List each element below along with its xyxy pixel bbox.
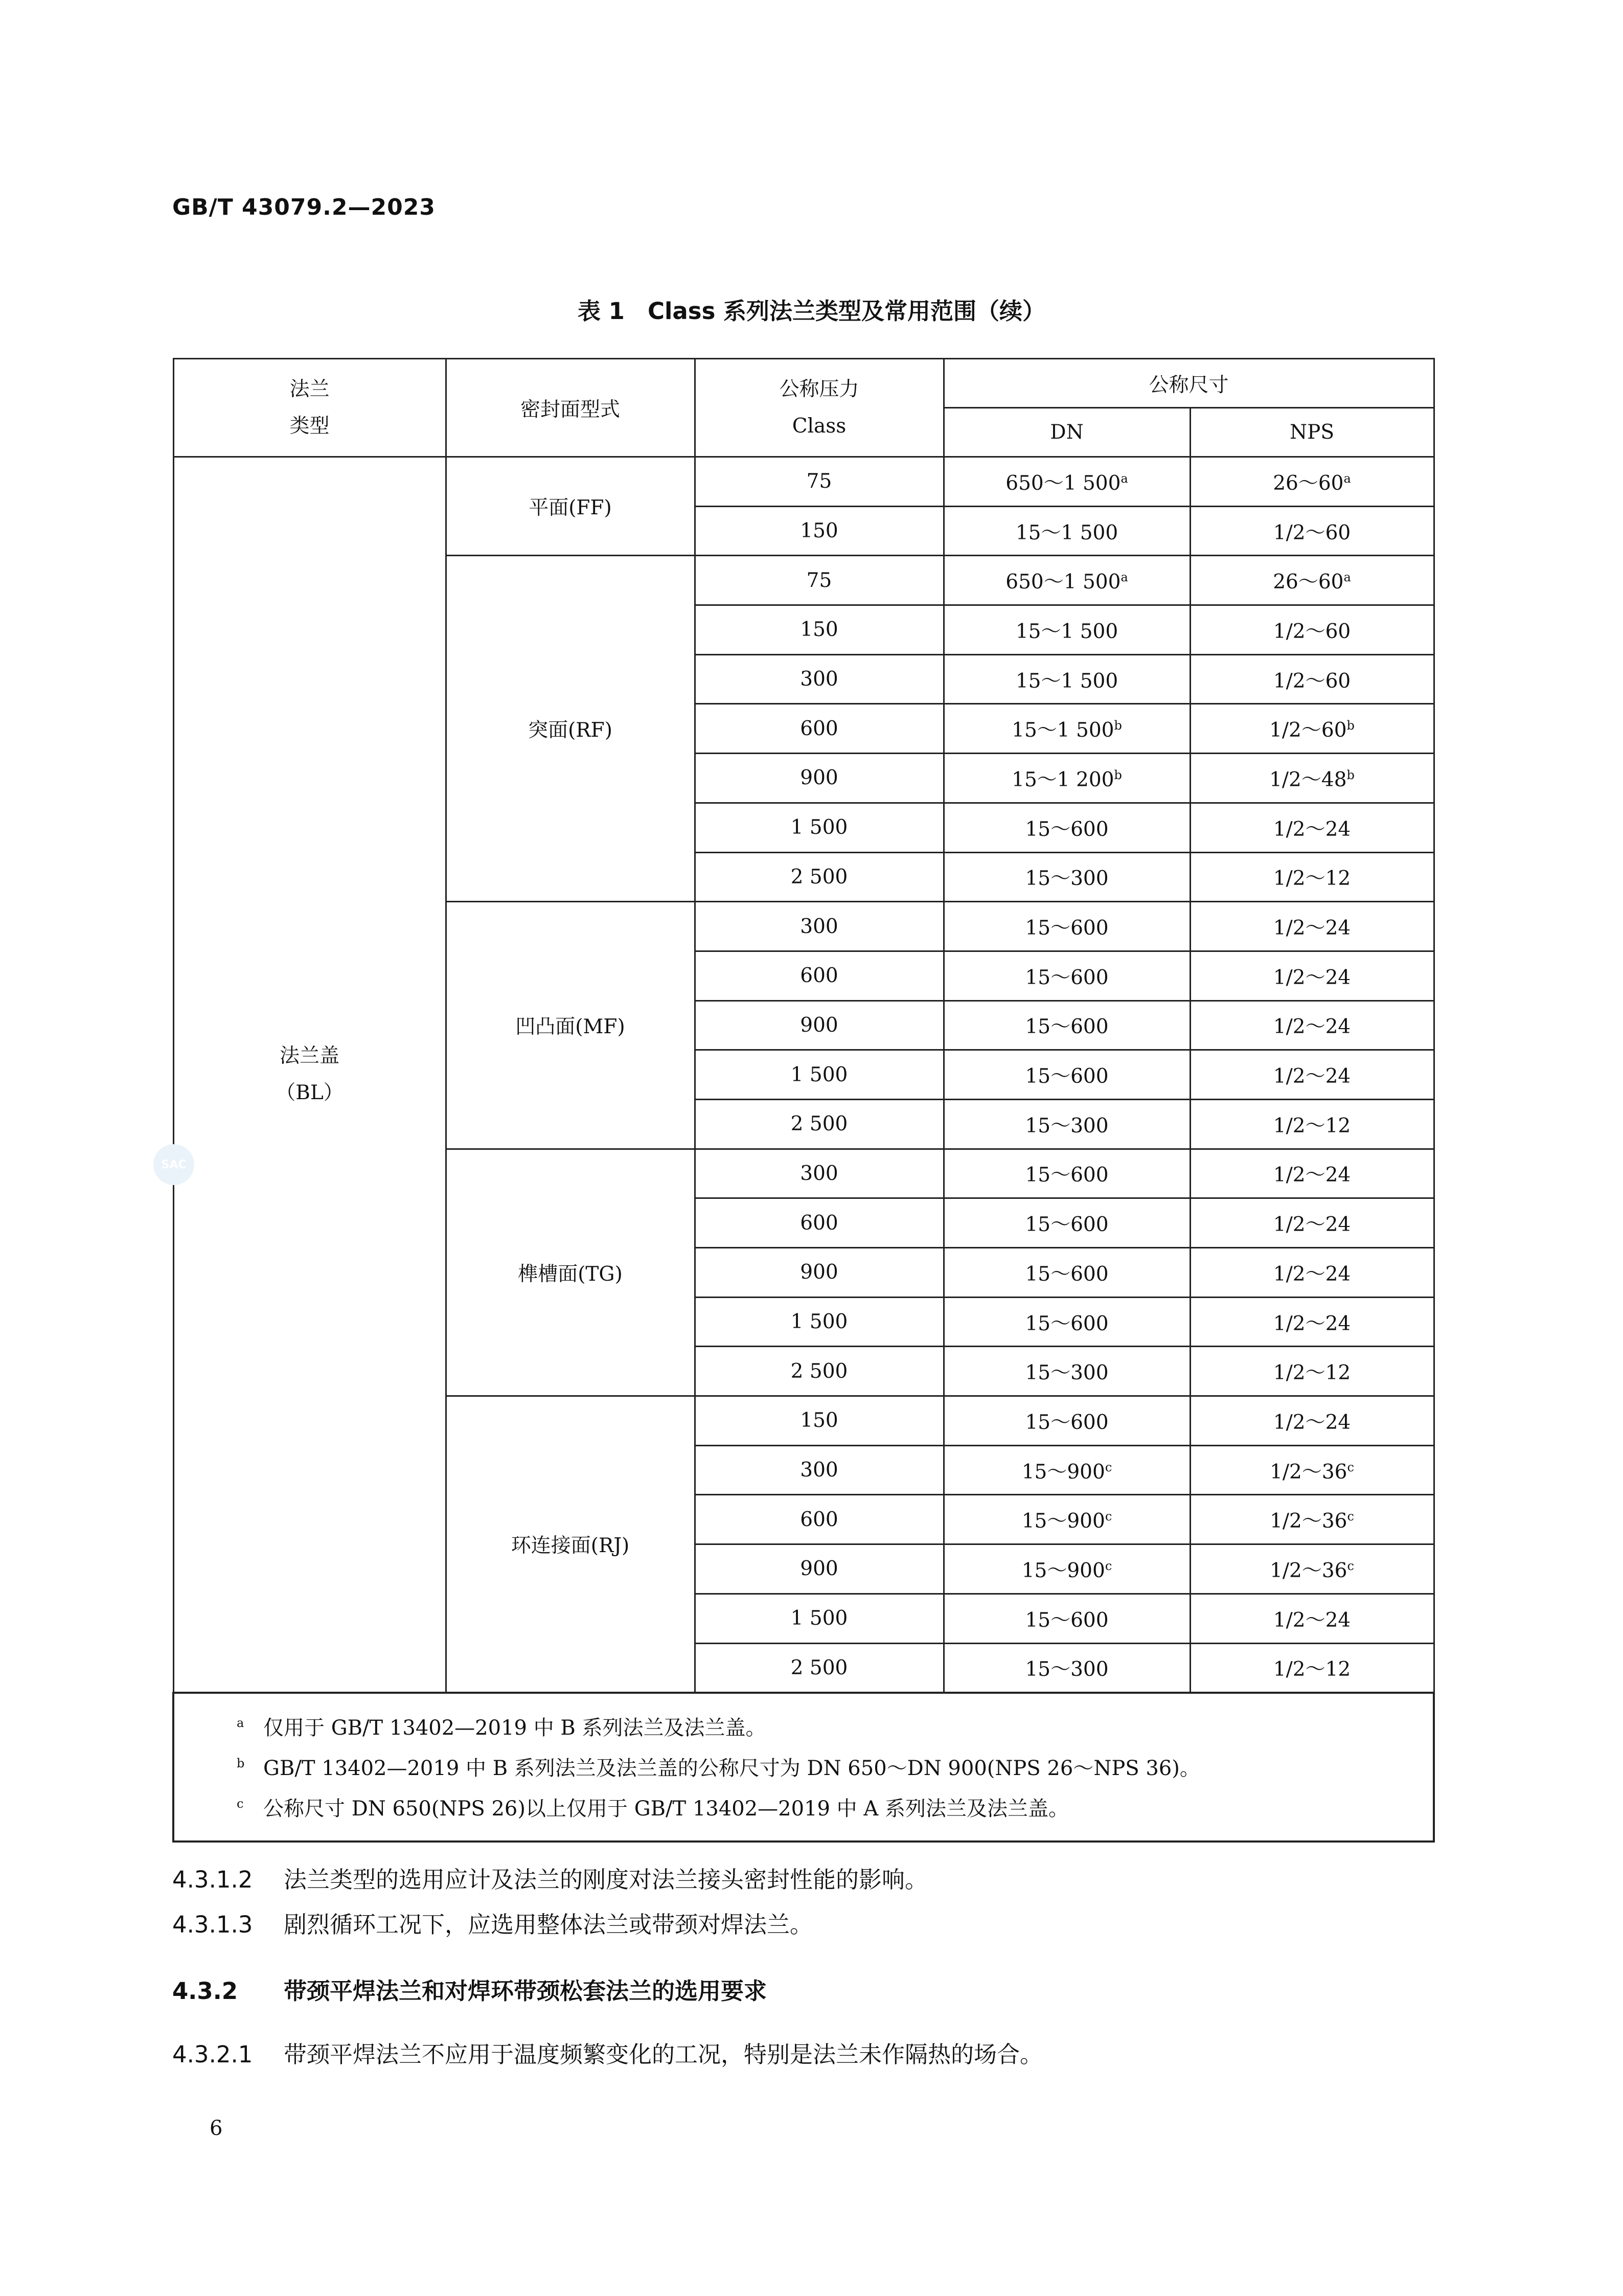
- cell-dn: 15～300: [944, 1099, 1190, 1149]
- cell-nps: 1/2～24: [1190, 902, 1434, 951]
- cell-dn: 15～600: [944, 951, 1190, 1001]
- header-nominal-pressure: 公称压力 Class: [695, 359, 944, 457]
- cell-nps: 26～60$^a$: [1190, 556, 1434, 605]
- clause-4-3-1-3: 4.3.1.3 剧烈循环工况下，应选用整体法兰或带颈对焊法兰。: [172, 1911, 813, 1938]
- cell-nps: 1/2～12: [1190, 1347, 1434, 1396]
- cell-nps: 26～60$^a$: [1190, 457, 1434, 507]
- cell-class: 1 500: [695, 1594, 944, 1643]
- cell-sealing-face: 平面(FF): [446, 457, 695, 556]
- cell-class: 300: [695, 902, 944, 951]
- cell-class: 1 500: [695, 1050, 944, 1100]
- cell-dn: 15～1 500$^b$: [944, 704, 1190, 754]
- cell-nps: 1/2～24: [1190, 1248, 1434, 1298]
- clause-4-3-2-heading: 4.3.2 带颈平焊法兰和对焊环带颈松套法兰的选用要求: [172, 1977, 767, 2005]
- footnote-marker: c: [1105, 1558, 1112, 1573]
- cell-dn: 15～600: [944, 1050, 1190, 1100]
- cell-dn: 15～900$^c$: [944, 1495, 1190, 1544]
- cell-nps: 1/2～48$^b$: [1190, 754, 1434, 803]
- header-flange-type: 法兰 类型: [173, 359, 446, 457]
- footnote-marker: a: [1343, 570, 1351, 585]
- cell-dn: 15～600: [944, 1198, 1190, 1248]
- sac-watermark-logo: SAC: [153, 1144, 194, 1185]
- cell-nps: 1/2～12: [1190, 1643, 1434, 1693]
- table-notes: [173, 1693, 1434, 1842]
- cell-nps: 1/2～36$^c$: [1190, 1445, 1434, 1495]
- cell-nps: 1/2～12: [1190, 852, 1434, 902]
- cell-nps: 1/2～24: [1190, 803, 1434, 852]
- cell-class: 900: [695, 1001, 944, 1050]
- footnote-marker: c: [1347, 1509, 1354, 1524]
- cell-dn: 15～300: [944, 1643, 1190, 1693]
- cell-class: 75: [695, 457, 944, 507]
- flange-spec-table: [172, 358, 1435, 1843]
- cell-nps: 1/2～60: [1190, 654, 1434, 704]
- cell-dn: 15～600: [944, 1149, 1190, 1198]
- cell-class: 600: [695, 1198, 944, 1248]
- footnote-marker: b: [1114, 767, 1122, 782]
- cell-nps: 1/2～60: [1190, 605, 1434, 655]
- cell-dn: 15～600: [944, 902, 1190, 951]
- cell-nps: 1/2～24: [1190, 1149, 1434, 1198]
- cell-class: 150: [695, 605, 944, 655]
- cell-dn: 15～1 500: [944, 605, 1190, 655]
- cell-class: 2 500: [695, 1099, 944, 1149]
- cell-dn: 15～900$^c$: [944, 1445, 1190, 1495]
- cell-dn: 15～1 500: [944, 654, 1190, 704]
- cell-flange-type: 法兰盖 （BL）: [173, 457, 446, 1693]
- cell-sealing-face: 环连接面(RJ): [446, 1396, 695, 1693]
- table-note: c 公称尺寸 DN 650(NPS 26)以上仅用于 GB/T 13402—2019 中 A 系列法兰及法兰盖。: [237, 1796, 1069, 1821]
- cell-class: 600: [695, 1495, 944, 1544]
- cell-nps: 1/2～12: [1190, 1099, 1434, 1149]
- cell-sealing-face: 榫槽面(TG): [446, 1149, 695, 1396]
- cell-class: 2 500: [695, 1347, 944, 1396]
- cell-dn: 650～1 500$^a$: [944, 457, 1190, 507]
- cell-nps: 1/2～24: [1190, 1297, 1434, 1347]
- cell-class: 150: [695, 506, 944, 556]
- header-sealing-face: 密封面型式: [446, 359, 695, 457]
- cell-dn: 15～600: [944, 1297, 1190, 1347]
- cell-nps: 1/2～24: [1190, 1396, 1434, 1446]
- footnote-marker: a: [1343, 471, 1351, 486]
- footnote-marker: a: [1121, 471, 1128, 486]
- cell-class: 2 500: [695, 1643, 944, 1693]
- cell-dn: 15～1 200$^b$: [944, 754, 1190, 803]
- footnote-marker: b: [1346, 767, 1355, 782]
- cell-class: 600: [695, 951, 944, 1001]
- header-nps: NPS: [1190, 408, 1434, 457]
- header-dn: DN: [944, 408, 1190, 457]
- cell-dn: 15～600: [944, 1396, 1190, 1446]
- cell-class: 600: [695, 704, 944, 754]
- cell-dn: 15～300: [944, 1347, 1190, 1396]
- table-row: [173, 457, 1434, 507]
- footnote-marker: c: [1105, 1460, 1112, 1474]
- cell-nps: 1/2～24: [1190, 1594, 1434, 1643]
- cell-nps: 1/2～24: [1190, 951, 1434, 1001]
- footnote-marker: b: [1114, 718, 1122, 733]
- footnote-marker: c: [1105, 1509, 1112, 1524]
- cell-nps: 1/2～24: [1190, 1050, 1434, 1100]
- cell-class: 150: [695, 1396, 944, 1446]
- cell-class: 300: [695, 1149, 944, 1198]
- cell-nps: 1/2～36$^c$: [1190, 1544, 1434, 1594]
- cell-dn: 15～300: [944, 852, 1190, 902]
- cell-nps: 1/2～60$^b$: [1190, 704, 1434, 754]
- cell-dn: 15～900$^c$: [944, 1544, 1190, 1594]
- cell-class: 300: [695, 1445, 944, 1495]
- footnote-marker: c: [1347, 1460, 1354, 1474]
- table-title: 表 1 Class 系列法兰类型及常用范围（续）: [577, 298, 1046, 325]
- cell-class: 1 500: [695, 803, 944, 852]
- page-number: 6: [210, 2117, 223, 2140]
- table-note: a 仅用于 GB/T 13402—2019 中 B 系列法兰及法兰盖。: [237, 1715, 766, 1740]
- cell-class: 2 500: [695, 852, 944, 902]
- cell-dn: 15～1 500: [944, 506, 1190, 556]
- header-nominal-size: 公称尺寸: [944, 359, 1434, 408]
- cell-dn: 15～600: [944, 1594, 1190, 1643]
- cell-class: 300: [695, 654, 944, 704]
- cell-class: 1 500: [695, 1297, 944, 1347]
- cell-sealing-face: 突面(RF): [446, 556, 695, 902]
- cell-sealing-face: 凹凸面(MF): [446, 902, 695, 1149]
- cell-dn: 15～600: [944, 803, 1190, 852]
- cell-class: 900: [695, 1248, 944, 1298]
- footnote-marker: c: [1347, 1558, 1354, 1573]
- cell-dn: 650～1 500$^a$: [944, 556, 1190, 605]
- clause-4-3-2-1: 4.3.2.1 带颈平焊法兰不应用于温度频繁变化的工况，特别是法兰未作隔热的场合。: [172, 2041, 1043, 2068]
- cell-nps: 1/2～36$^c$: [1190, 1495, 1434, 1544]
- table-note: b GB/T 13402—2019 中 B 系列法兰及法兰盖的公称尺寸为 DN 650～DN 900(NPS 26～NPS 36)。: [237, 1756, 1200, 1780]
- cell-dn: 15～600: [944, 1001, 1190, 1050]
- footnote-marker: b: [1346, 718, 1355, 733]
- standard-code: GB/T 43079.2—2023: [172, 194, 436, 220]
- cell-dn: 15～600: [944, 1248, 1190, 1298]
- cell-class: 900: [695, 754, 944, 803]
- cell-class: 75: [695, 556, 944, 605]
- cell-nps: 1/2～24: [1190, 1198, 1434, 1248]
- clause-4-3-1-2: 4.3.1.2 法兰类型的选用应计及法兰的刚度对法兰接头密封性能的影响。: [172, 1866, 928, 1893]
- cell-nps: 1/2～24: [1190, 1001, 1434, 1050]
- cell-class: 900: [695, 1544, 944, 1594]
- cell-nps: 1/2～60: [1190, 506, 1434, 556]
- footnote-marker: a: [1121, 570, 1128, 585]
